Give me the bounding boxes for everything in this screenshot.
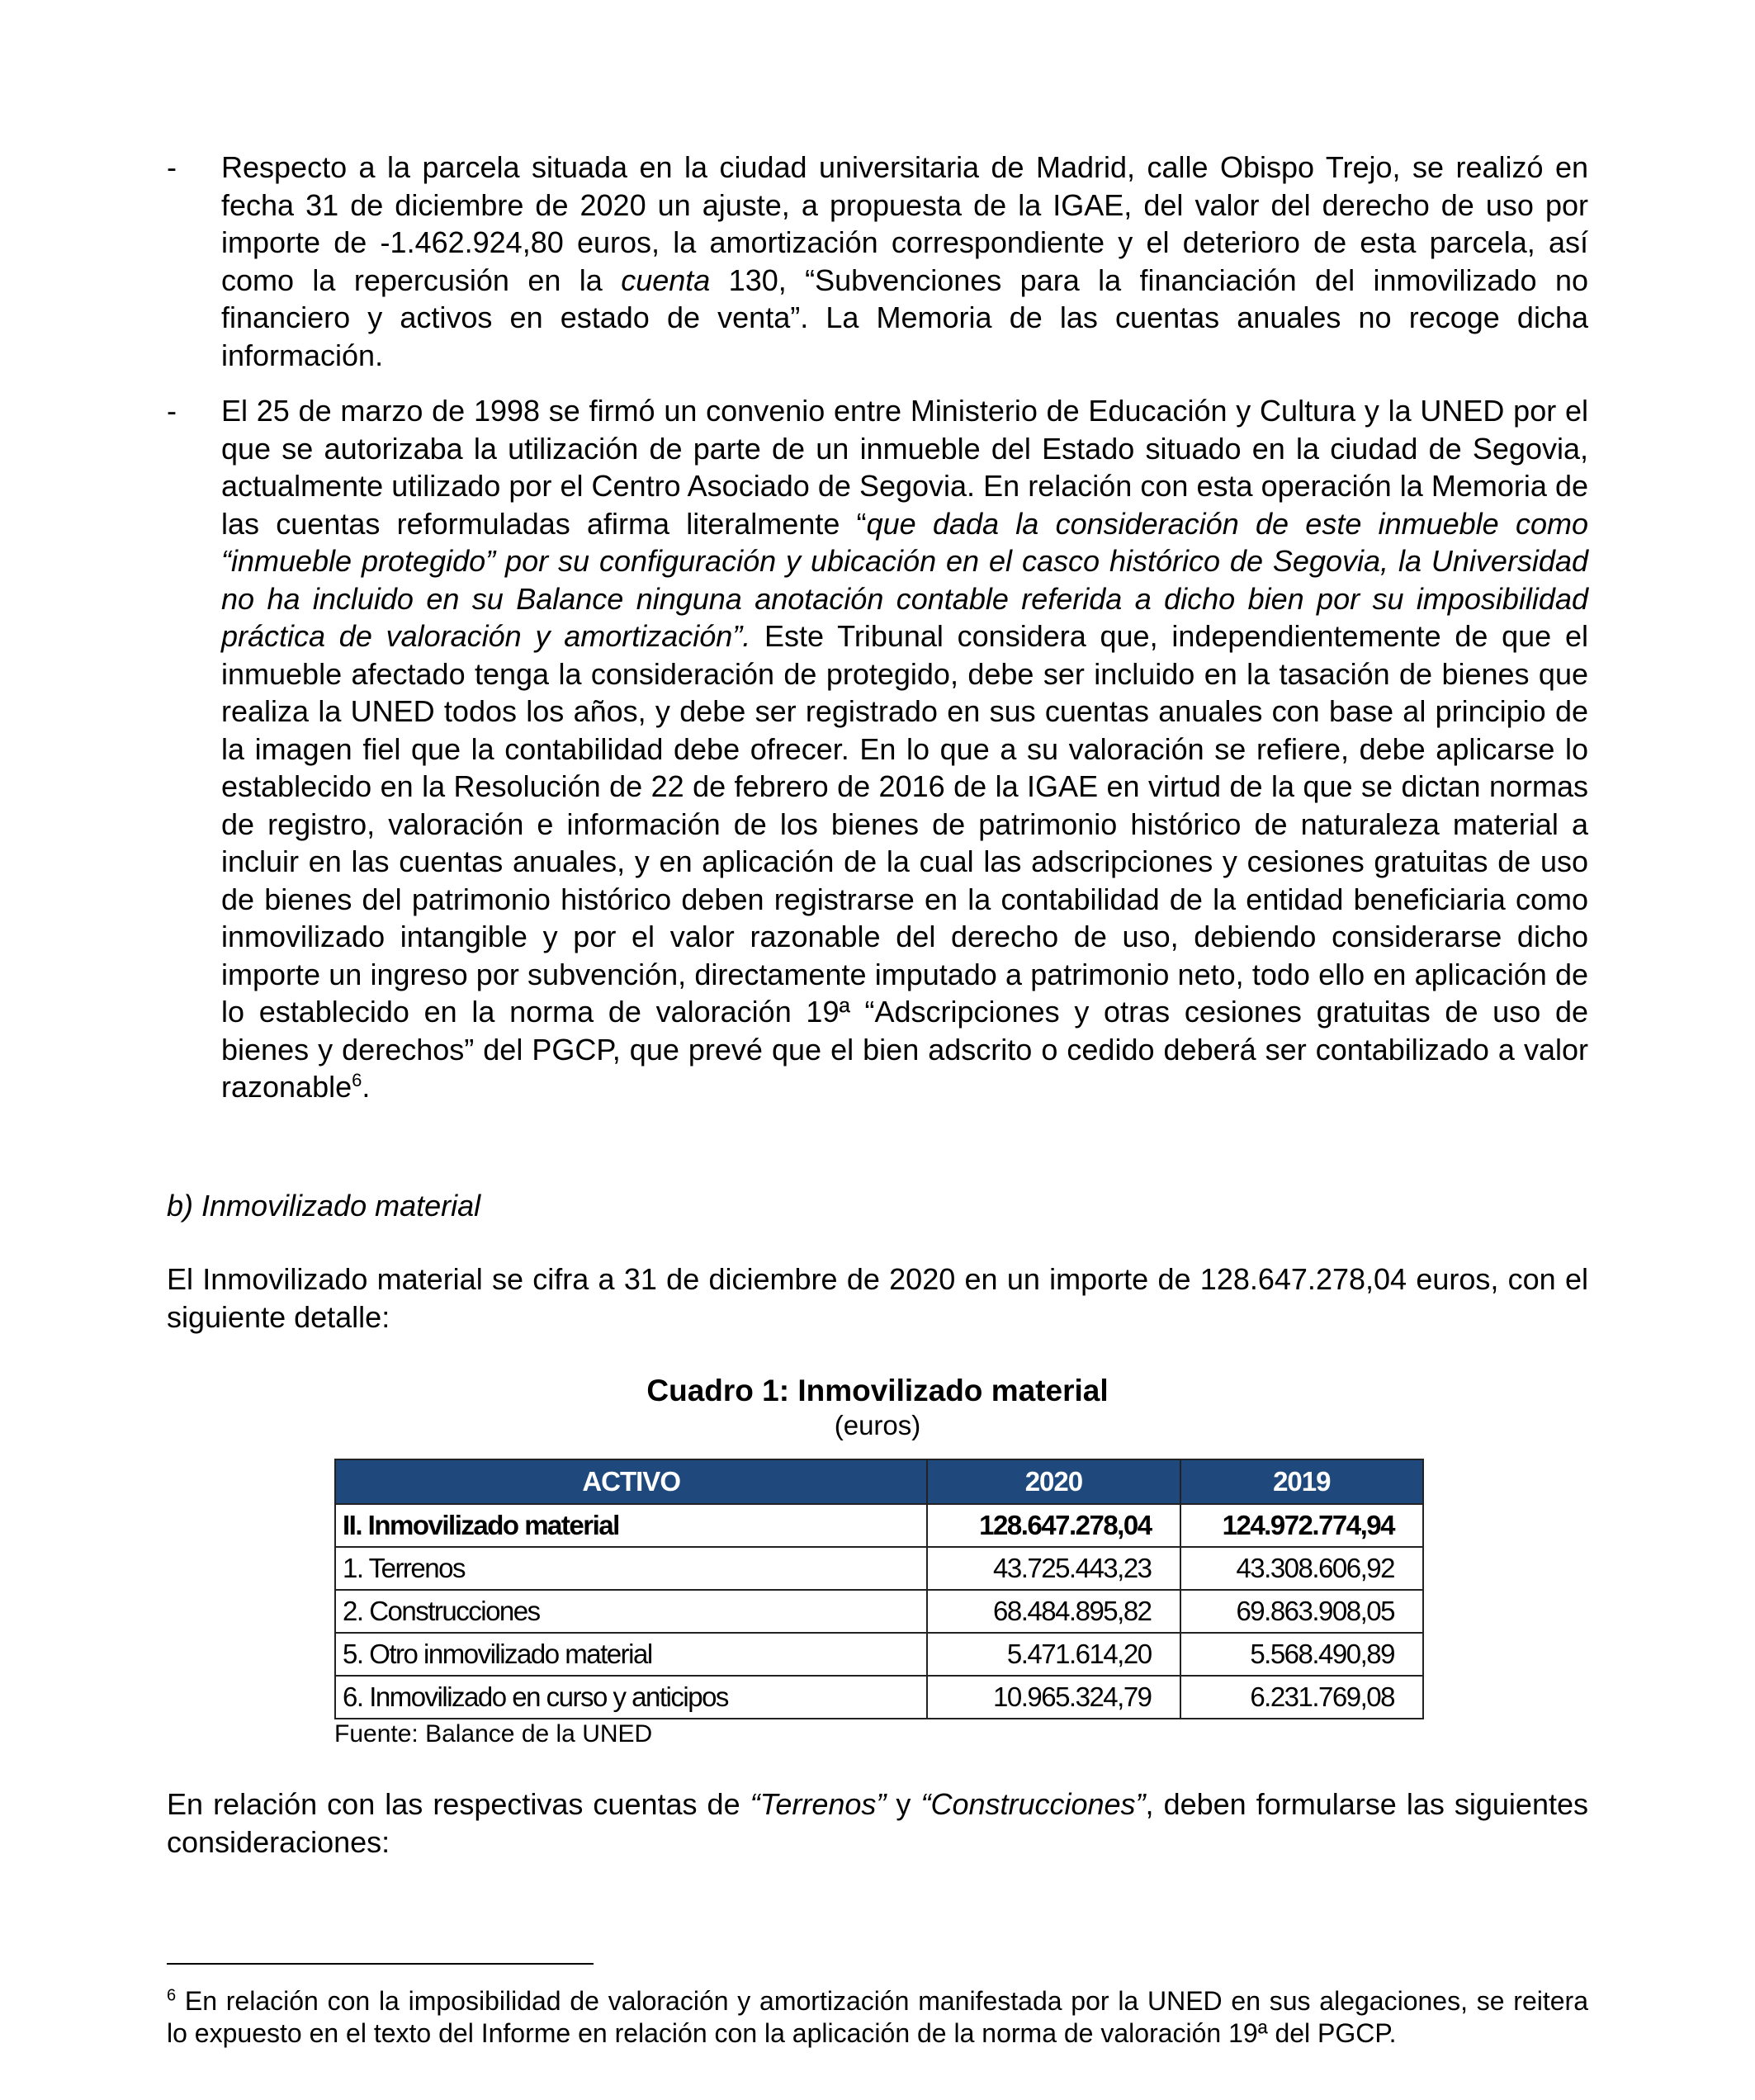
- text-segment: .: [362, 1070, 371, 1104]
- section-heading: b) Inmovilizado material: [167, 1189, 481, 1223]
- row-label: 6. Inmovilizado en curso y anticipos: [335, 1676, 927, 1719]
- value-2020: 128.647.278,04: [927, 1504, 1180, 1547]
- column-header-2020: 2020: [927, 1459, 1180, 1504]
- value-2019: 69.863.908,05: [1180, 1590, 1423, 1633]
- inmovilizado-table: [334, 1459, 1424, 1719]
- table-row: [335, 1504, 1423, 1547]
- text-segment-italic: que dada la consideración de este inmueble como “inmueble protegido” por su configuración y ubicación en el casco histórico de Segovia, la Universidad no ha incluido en su Balance ninguna anotación contable referida a dicho bien por su imposibilidad práctica de valoración y amortización”.: [221, 506, 1588, 653]
- table-title: Cuadro 1: Inmovilizado material: [646, 1374, 1109, 1407]
- text-segment: El 25 de marzo de 1998 se firmó un convenio entre Ministerio de Educación y Cultura y la UNED por el que se autorizaba la utilización de parte de un inmueble del Estado situado en la ciudad de Segovia, actualmente utilizado por el Centro Asociado de Segovia. En relación con esta operación la Memoria de las cuentas reformuladas afirma literalmente “: [221, 394, 1588, 541]
- text-segment: y: [886, 1787, 921, 1821]
- value-2019: 6.231.769,08: [1180, 1676, 1423, 1719]
- footnote-separator: [167, 1963, 594, 1965]
- bullet-item-parcela-madrid: [167, 149, 1588, 374]
- text-segment-italic: cuenta: [621, 262, 711, 297]
- intro-paragraph: El Inmovilizado material se cifra a 31 de diciembre de 2020 en un importe de 128.647.278,04 euros, con el siguiente detalle:: [167, 1262, 1588, 1334]
- text-segment-italic: “Construcciones”: [920, 1787, 1146, 1821]
- closing-paragraph: [167, 1785, 1588, 1861]
- footnote-number: 6: [167, 1986, 177, 2005]
- text-segment: En relación con las respectivas cuentas de: [167, 1787, 750, 1821]
- bullet-text: [221, 149, 1588, 374]
- row-label: 5. Otro inmovilizado material: [335, 1633, 927, 1676]
- bullet-text: [221, 392, 1588, 1106]
- table-row: [335, 1633, 1423, 1676]
- value-2019: 5.568.490,89: [1180, 1633, 1423, 1676]
- table-unit: (euros): [834, 1410, 921, 1440]
- bullet-item-segovia: [167, 392, 1588, 1106]
- value-2020: 43.725.443,23: [927, 1547, 1180, 1590]
- row-label: II. Inmovilizado material: [335, 1504, 927, 1547]
- value-2020: 10.965.324,79: [927, 1676, 1180, 1719]
- footnote-text: En relación con la imposibilidad de valoración y amortización manifestada por la UNED en sus alegaciones, se reitera lo expuesto en el texto del Informe en relación con la aplicación de la norma de valoración 19ª del PGCP.: [167, 1986, 1588, 2048]
- text-segment: Este Tribunal considera que, independientemente de que el inmueble afectado tenga la consideración de protegido, debe ser incluido en la tasación de bienes que realiza la UNED todos los años, y debe ser registrado en sus cuentas anuales con base al principio de la imagen fiel que la contabilidad debe ofrecer. En lo que a su valoración se refiere, debe aplicarse lo establecido en la Resolución de 22 de febrero de 2016 de la IGAE en virtud de la que se dictan normas de registro, valoración e información de los bienes de patrimonio histórico de naturaleza material a incluir en las cuentas anuales, y en aplicación de la cual las adscripciones y cesiones gratuitas de uso de bienes del patrimonio histórico deben registrarse en la contabilidad de la entidad beneficiaria como inmovilizado intangible y por el valor razonable del derecho de uso, debiendo considerarse dicho importe un ingreso por subvención, directamente imputado a patrimonio neto, todo ello en aplicación de lo establecido en la norma de valoración 19ª “Adscripciones y otras cesiones gratuitas de uso de bienes y derechos” del PGCP, que prevé que el bien adscrito o cedido deberá ser contabilizado a valor razonable: [221, 619, 1588, 1104]
- value-2019: 43.308.606,92: [1180, 1547, 1423, 1590]
- column-header-activo: ACTIVO: [335, 1459, 927, 1504]
- bullet-marker: -: [167, 150, 177, 184]
- table-source: Fuente: Balance de la UNED: [334, 1720, 653, 1748]
- table-row: [335, 1547, 1423, 1590]
- value-2020: 5.471.614,20: [927, 1633, 1180, 1676]
- table-header-row: [335, 1459, 1423, 1504]
- value-2019: 124.972.774,94: [1180, 1504, 1423, 1547]
- row-label: 1. Terrenos: [335, 1547, 927, 1590]
- table-row: [335, 1590, 1423, 1633]
- footnote-reference[interactable]: 6: [352, 1070, 362, 1090]
- table-row: [335, 1676, 1423, 1719]
- text-segment: , deben formularse las siguientes consideraciones:: [167, 1787, 1588, 1859]
- text-segment: 130, “Subvenciones para la financiación del inmovilizado no financiero y activos en estado de venta”. La Memoria de las cuentas anuales no recoge dicha información.: [221, 262, 1588, 372]
- column-header-2019: 2019: [1180, 1459, 1423, 1504]
- row-label: 2. Construcciones: [335, 1590, 927, 1633]
- text-segment: Respecto a la parcela situada en la ciudad universitaria de Madrid, calle Obispo Trejo, se realizó en fecha 31 de diciembre de 2020 un ajuste, a propuesta de la IGAE, del valor del derecho de uso por importe de -1.462.924,80 euros, la amortización correspondiente y el deterioro de esta parcela, así como la repercusión en la: [221, 150, 1588, 297]
- footnote: [167, 1985, 1588, 2050]
- bullet-marker: -: [167, 394, 177, 428]
- text-segment-italic: “Terrenos”: [750, 1787, 887, 1821]
- value-2020: 68.484.895,82: [927, 1590, 1180, 1633]
